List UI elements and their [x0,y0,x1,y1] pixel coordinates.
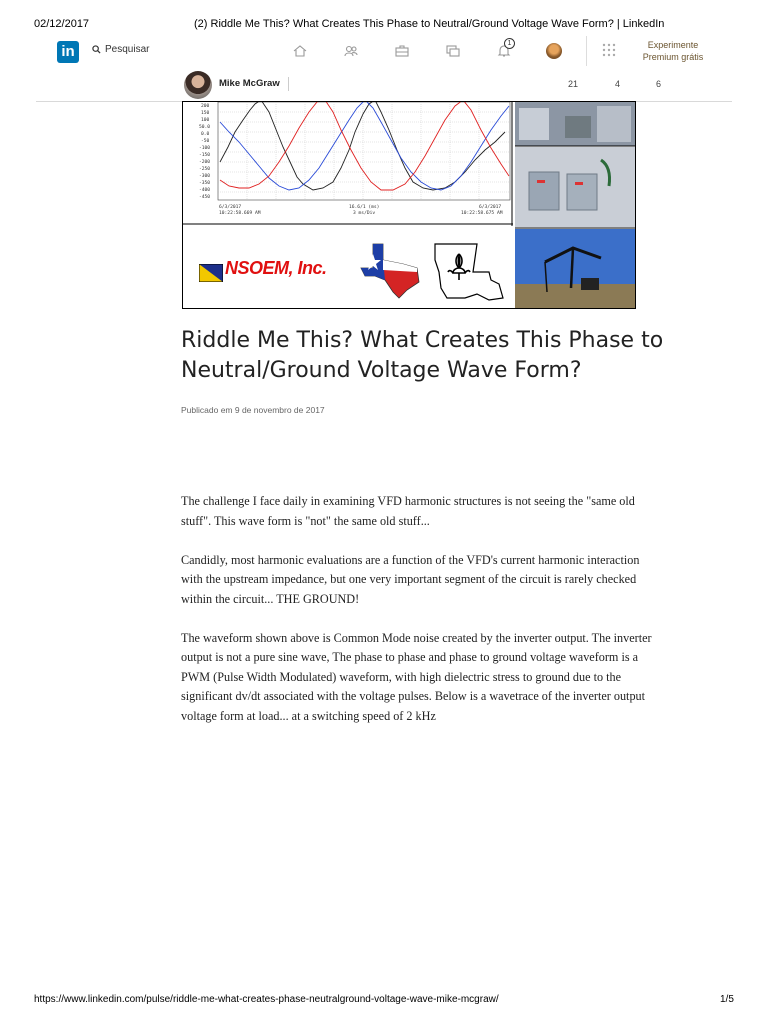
paragraph: Candidly, most harmonic evaluations are a function of the VFD's current harmonic interaction with the upstream impedance, but one very important segment of the circuit is rarely checked within the circuit... THE GROUND! [181,552,640,606]
premium-line-1: Experimente [647,40,699,50]
y-tick-label: 200 [201,104,210,109]
notification-badge: 1 [504,38,515,49]
article-title: Riddle Me This? What Creates This Phase to Neutral/Ground Voltage Wave Form? [181,328,664,383]
print-page-number: 1/5 [720,994,734,1005]
texas-flag-map-icon [359,242,423,300]
y-tick-label: -250 [199,167,211,172]
y-tick-label: -400 [199,188,211,193]
nav-divider [586,36,587,66]
author-avatar[interactable] [184,71,212,99]
paragraph: The challenge I face daily in examining VFD harmonic structures is not seeing the "same old stuff". This wave form is "not" the same old stuff... [181,494,635,528]
y-tick-label: 150 [201,111,210,116]
louisiana-map-icon [433,242,505,304]
x-axis-end-date: 6/3/2017 [479,205,502,210]
waveform-chart-image [183,102,513,226]
x-axis-start-time: 10:22:58.669 AM [219,211,261,216]
jobs-icon[interactable] [394,43,410,59]
linkedin-logo[interactable]: in [57,41,79,63]
article-body [181,492,661,746]
home-icon[interactable] [292,43,308,59]
x-axis-mid-label: 16.6/1 (ms) [349,205,380,210]
print-page-title: (2) Riddle Me This? What Creates This Phase to Neutral/Ground Voltage Wave Form? | LinkedIn [194,18,665,30]
x-axis-start-date: 6/3/2017 [219,205,242,210]
y-tick-label: 0.0 [201,132,210,137]
search-button[interactable] [92,44,149,55]
search-label: Pesquisar [105,44,150,55]
nsoem-flag-icon [199,264,223,282]
print-date: 02/12/2017 [34,18,90,30]
y-tick-label: -150 [199,153,211,158]
author-bar [36,68,732,102]
reactions-count[interactable]: 21 [568,79,579,89]
y-tick-label: 50.0 [199,125,211,130]
article-hero-image [182,101,636,309]
x-axis-end-time: 10:22:58.675 AM [461,211,503,216]
grid-icon[interactable] [602,43,616,57]
y-tick-label: 100 [201,118,210,123]
messaging-icon[interactable] [445,43,461,59]
y-tick-label: -350 [199,181,211,186]
y-tick-label: -50 [201,139,210,144]
y-tick-label: -100 [199,146,211,151]
premium-line-2: Premium grátis [642,52,704,62]
shares-count[interactable]: 6 [656,79,662,89]
search-icon [92,45,101,54]
author-name[interactable]: Mike McGraw [219,78,280,89]
network-icon[interactable] [343,43,359,59]
y-tick-label: -300 [199,174,211,179]
y-tick-label: -450 [199,195,211,200]
published-date: Publicado em 9 de novembro de 2017 [181,405,325,415]
print-url: https://www.linkedin.com/pulse/riddle-me-what-creates-phase-neutralground-voltage-wave-mike-mcgraw/ [34,994,499,1005]
me-avatar[interactable] [546,43,562,59]
premium-trial-link[interactable] [640,39,706,63]
x-axis-mid-sublabel: 3 ms/Div [353,211,376,216]
y-tick-label: -200 [199,160,211,165]
paragraph: The waveform shown above is Common Mode noise created by the inverter output. The inverter output is not a pure sine wave, The phase to phase and phase to ground voltage waveform is a PWM (Pulse Width Modulated) waveform, with high dielectric stress to ground due to the significant dv/dt associated with the voltage pulses. Below is a wavetrace of the inverter output voltage form at load... at a switching speed of 2 kHz [181,630,652,723]
comments-count[interactable]: 4 [615,79,621,89]
top-navigation [0,34,768,68]
company-name: NSOEM, Inc. [225,258,327,278]
author-divider [288,77,289,91]
equipment-photos [515,102,635,308]
